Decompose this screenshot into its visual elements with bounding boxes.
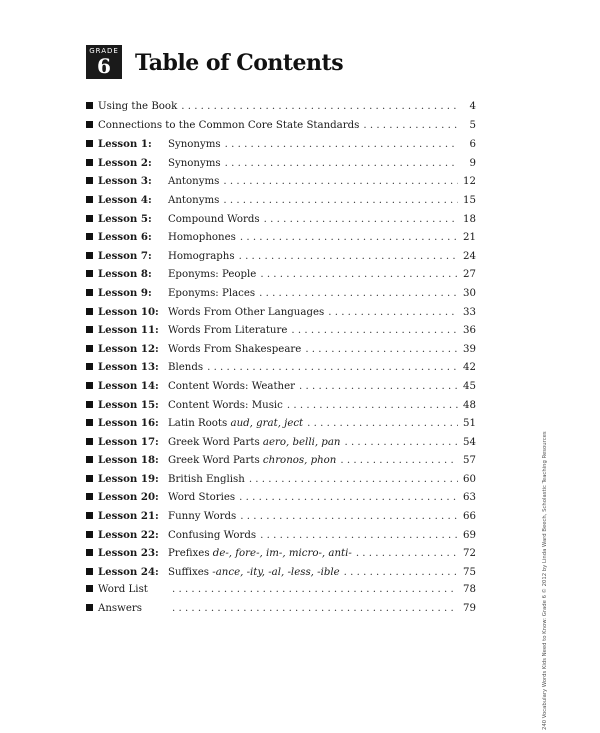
dot-leader [328,307,458,318]
lesson-topic [168,344,301,355]
bullet-square-icon [86,196,93,203]
bullet-square-icon [86,289,93,296]
dot-leader [264,214,458,225]
lesson-topic [168,455,336,466]
lesson-topic-italic: chronos, phon [262,455,337,467]
dot-leader [259,288,458,299]
toc-lesson-entry[interactable] [86,287,476,306]
bullet-square-icon [86,382,93,389]
page-number: 4 [469,101,476,112]
dot-leader [307,418,458,429]
toc-lesson-entry[interactable] [86,250,476,269]
dot-leader [239,251,458,262]
lesson-label-group [86,566,168,578]
lesson-label-group [86,306,168,318]
lesson-number: Lesson 5: [98,212,152,225]
entry-label-group [86,101,177,112]
lesson-topic-text: Content Words: Weather [168,380,296,392]
lesson-label-group [86,250,168,262]
lesson-topic-text: Homophones [168,232,236,244]
lesson-topic-text: Antonyms [168,176,220,188]
lesson-label-group [86,194,168,206]
lesson-topic [168,307,324,318]
lesson-topic-text: Eponyms: People [168,269,257,281]
lesson-topic-text: Blends [168,362,204,374]
lesson-topic [168,548,352,559]
lesson-topic [168,530,256,541]
lesson-number: Lesson 21: [98,510,159,523]
page-number: 30 [463,287,476,299]
lesson-label-group [86,287,168,299]
page-number: 21 [463,232,476,244]
lesson-topic [168,381,295,392]
lesson-topic-text: Antonyms [168,194,220,206]
lesson-label-group [86,380,168,392]
lesson-topic [168,325,287,336]
bullet-square-icon [86,604,93,611]
bullet-square-icon [86,121,93,128]
lesson-topic-text: British English [168,473,245,485]
lesson-number: Lesson 11: [98,324,159,337]
toc-lesson-entry[interactable] [86,436,476,455]
lesson-label-group [86,175,168,187]
table-of-contents [86,101,476,622]
toc-lesson-entry[interactable] [86,529,476,548]
toc-lesson-entry[interactable] [86,213,476,232]
lesson-topic [168,269,256,280]
lesson-label-group [86,529,168,541]
lesson-label-group [86,417,168,429]
lesson-topic-italic: de-, fore-, im-, micro-, anti- [212,548,352,560]
dot-leader [239,492,458,503]
side-credit: 240 Vocabulary Words Kids Need to Know: Grade 6 © 2012 by Linda Ward Beech, Scholastic Teaching Resources [542,431,548,730]
bullet-square-icon [86,401,93,408]
lesson-topic-text: Content Words: Music [168,399,283,411]
dot-leader [340,455,458,466]
lesson-topic [168,492,235,503]
lesson-label-group [86,324,168,336]
bullet-square-icon [86,512,93,519]
lesson-topic-italic: -ance, -ity, -al, -less, -ible [212,566,340,578]
lesson-topic [168,474,245,485]
page-number: 69 [463,529,476,541]
lesson-topic [168,288,255,299]
bullet-square-icon [86,419,93,426]
toc-lesson-entry[interactable] [86,361,476,380]
toc-lesson-entry[interactable] [86,454,476,473]
page-number: 9 [469,157,476,169]
bullet-square-icon [86,102,93,109]
page-number: 27 [463,269,476,281]
dot-leader [172,584,458,595]
lesson-topic [168,437,340,448]
entry-label: Word List [98,584,148,596]
lesson-topic-italic: aud, grat, ject [230,418,304,430]
page-number: 57 [463,455,476,467]
lesson-number: Lesson 2: [98,156,152,169]
entry-label-group [86,120,359,131]
lesson-topic [168,158,221,169]
lesson-number: Lesson 23: [98,547,159,560]
lesson-topic-text: Prefixes [168,548,213,560]
dot-leader [363,120,458,131]
lesson-number: Lesson 3: [98,175,152,188]
page-number: 66 [463,511,476,523]
lesson-number: Lesson 4: [98,193,152,206]
lesson-topic [168,214,260,225]
lesson-topic-text: Synonyms [168,157,221,169]
page-number: 18 [463,213,476,225]
dot-leader [207,362,458,373]
dot-leader [225,158,458,169]
dot-leader [240,511,458,522]
toc-lesson-entry[interactable] [86,324,476,343]
page-number: 33 [463,306,476,318]
page-title: Table of Contents [135,50,344,76]
toc-lesson-entry[interactable] [86,417,476,436]
lesson-topic-text: Confusing Words [168,529,257,541]
lesson-label-group [86,547,168,559]
dot-leader [299,381,458,392]
bullet-square-icon [86,456,93,463]
lesson-topic [168,195,219,206]
lesson-label-group [86,138,168,150]
lesson-topic-italic: aero, belli, pan [262,436,341,448]
lesson-topic-text: Words From Other Languages [168,306,325,318]
lesson-label-group [86,343,168,355]
lesson-label-group [86,436,168,448]
page-number: 45 [463,380,476,392]
lesson-label-group [86,491,168,503]
grade-label: GRADE [89,47,119,55]
bullet-square-icon [86,531,93,538]
toc-entry[interactable] [86,101,476,120]
lesson-topic-text: Word Stories [168,492,236,504]
dot-leader [344,437,458,448]
lesson-topic [168,251,235,262]
entry-label: Connections to the Common Core State Standards [98,119,360,131]
lesson-topic [168,362,203,373]
dot-leader [223,195,458,206]
toc-lesson-entry[interactable] [86,157,476,176]
lesson-label-group [86,213,168,225]
page-number: 75 [463,566,476,578]
toc-lesson-entry[interactable] [86,547,476,566]
lesson-topic-text: Synonyms [168,139,221,151]
toc-lesson-entry[interactable] [86,510,476,529]
grade-badge [86,45,122,79]
dot-leader [181,101,458,112]
toc-lesson-entry[interactable] [86,268,476,287]
lesson-topic-text: Compound Words [168,213,260,225]
page-number: 63 [463,492,476,504]
toc-entry[interactable] [86,603,476,622]
bullet-square-icon [86,233,93,240]
toc-lesson-entry[interactable] [86,231,476,250]
toc-entry[interactable] [86,584,476,603]
bullet-square-icon [86,308,93,315]
lesson-label-group [86,510,168,522]
lesson-topic-text: Suffixes [168,566,213,578]
lesson-topic-text: Greek Word Parts [168,436,263,448]
toc-lesson-entry[interactable] [86,399,476,418]
lesson-topic [168,139,221,150]
dot-leader [305,344,458,355]
lesson-number: Lesson 13: [98,361,159,374]
lesson-topic-text: Latin Roots [168,418,231,430]
page-number: 36 [463,325,476,337]
bullet-square-icon [86,140,93,147]
page-number: 60 [463,473,476,485]
page-number: 72 [463,548,476,560]
bullet-square-icon [86,252,93,259]
bullet-square-icon [86,568,93,575]
dot-leader [291,325,458,336]
page-number: 48 [463,399,476,411]
lesson-number: Lesson 19: [98,472,159,485]
page-number: 51 [463,418,476,430]
bullet-square-icon [86,363,93,370]
lesson-topic-text: Homographs [168,250,235,262]
entry-label: Using the Book [98,101,178,112]
lesson-label-group [86,361,168,373]
page-number: 78 [463,584,476,596]
bullet-square-icon [86,493,93,500]
lesson-number: Lesson 20: [98,491,159,504]
page-number: 15 [463,194,476,206]
lesson-number: Lesson 16: [98,417,159,430]
lesson-topic [168,511,236,522]
entry-label-group [86,603,168,614]
bullet-square-icon [86,326,93,333]
lesson-topic [168,176,219,187]
toc-lesson-entry[interactable] [86,491,476,510]
page-number: 24 [463,250,476,262]
bullet-square-icon [86,549,93,556]
page-number: 42 [463,362,476,374]
page-number: 79 [463,603,476,615]
lesson-label-group [86,454,168,466]
lesson-topic [168,400,283,411]
lesson-label-group [86,231,168,243]
dot-leader [172,603,458,614]
lesson-topic-text: Words From Shakespeare [168,343,302,355]
lesson-number: Lesson 18: [98,454,159,467]
lesson-topic-text: Eponyms: Places [168,287,256,299]
page-number: 54 [463,436,476,448]
dot-leader [287,400,458,411]
bullet-square-icon [86,177,93,184]
lesson-topic-text: Funny Words [168,511,237,523]
bullet-square-icon [86,159,93,166]
lesson-number: Lesson 12: [98,342,159,355]
lesson-topic-text: Greek Word Parts [168,455,263,467]
entry-label: Answers [98,603,142,615]
dot-leader [249,474,458,485]
bullet-square-icon [86,475,93,482]
toc-entry[interactable] [86,120,476,139]
lesson-label-group [86,399,168,411]
lesson-topic-text: Words From Literature [168,325,288,337]
bullet-square-icon [86,270,93,277]
lesson-number: Lesson 8: [98,268,152,281]
toc-lesson-entry[interactable] [86,175,476,194]
toc-lesson-entry[interactable] [86,194,476,213]
lesson-topic [168,567,340,578]
lesson-number: Lesson 15: [98,398,159,411]
toc-lesson-entry[interactable] [86,138,476,157]
toc-lesson-entry[interactable] [86,380,476,399]
page-number: 5 [469,119,476,131]
bullet-square-icon [86,345,93,352]
lesson-number: Lesson 7: [98,249,152,262]
lesson-number: Lesson 22: [98,528,159,541]
dot-leader [223,176,458,187]
lesson-number: Lesson 24: [98,565,159,578]
lesson-label-group [86,157,168,169]
toc-lesson-entry[interactable] [86,343,476,362]
dot-leader [260,269,458,280]
lesson-number: Lesson 14: [98,379,159,392]
bullet-square-icon [86,585,93,592]
dot-leader [225,139,458,150]
lesson-label-group [86,268,168,280]
entry-label-group [86,584,168,595]
dot-leader [344,567,458,578]
lesson-label-group [86,473,168,485]
bullet-square-icon [86,215,93,222]
lesson-number: Lesson 6: [98,231,152,244]
toc-lesson-entry[interactable] [86,306,476,325]
page-number: 12 [463,176,476,188]
dot-leader [240,232,458,243]
lesson-number: Lesson 9: [98,286,152,299]
toc-lesson-entry[interactable] [86,566,476,585]
lesson-number: Lesson 17: [98,435,159,448]
page-number: 6 [469,139,476,151]
page-number: 39 [463,343,476,355]
bullet-square-icon [86,438,93,445]
dot-leader [260,530,458,541]
lesson-topic [168,418,303,429]
toc-lesson-entry[interactable] [86,473,476,492]
lesson-topic [168,232,236,243]
lesson-number: Lesson 10: [98,305,159,318]
grade-number: 6 [97,54,111,78]
lesson-number: Lesson 1: [98,138,152,151]
dot-leader [356,548,458,559]
